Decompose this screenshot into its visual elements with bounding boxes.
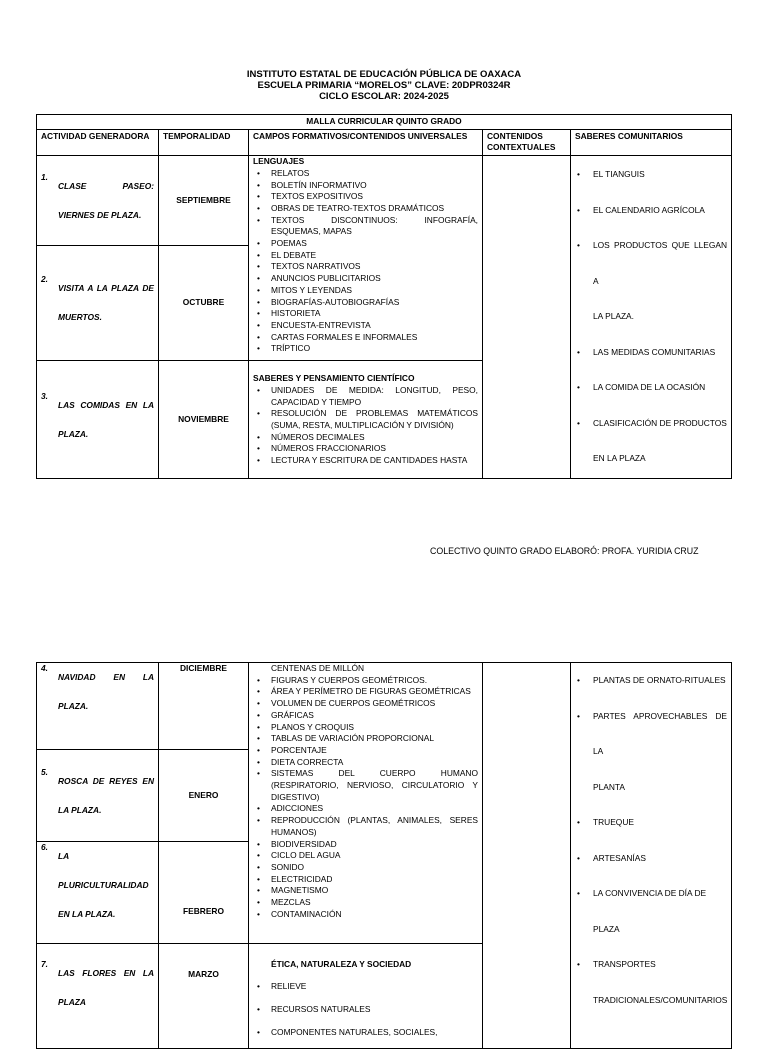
saberes-cont-list [253,675,478,921]
activity-3: 3.LAS COMIDAS EN LA PLAZA. [37,361,159,479]
list-item: PLANTA [593,781,625,792]
list-item: • DIETA CORRECTA [253,757,478,769]
lenguajes-cell [249,156,483,361]
list-item: • EL TIANGUIS [575,157,727,193]
list-item: • TEXTOS NARRATIVOS [253,261,478,273]
institute-title: INSTITUTO ESTATAL DE EDUCACIÓN PÚBLICA DE OAXACA [246,69,522,80]
etica-list [253,978,478,1041]
list-item: • RELATOS [253,168,478,180]
col-header-campos: CAMPOS FORMATIVOS/CONTENIDOS UNIVERSALES [249,129,483,155]
saberes-cont-cell [249,663,483,944]
list-item: • BOLETÍN INFORMATIVO [253,180,478,192]
contextuales-cell-2 [483,663,571,1049]
list-item: • LOS PRODUCTOS QUE LLEGAN A [575,228,727,299]
col-header-actividad: ACTIVIDAD GENERADORA [37,129,159,155]
list-item: • BIOGRAFÍAS-AUTOBIOGRAFÍAS [253,297,478,309]
list-item: • EL DEBATE [253,250,478,262]
month-1: SEPTIEMBRE [159,156,249,246]
list-item: • MAGNETISMO [253,885,478,897]
list-item: • PLANOS Y CROQUIS [253,722,478,734]
list-item: • VOLUMEN DE CUERPOS GEOMÉTRICOS [253,698,478,710]
month-2: OCTUBRE [159,246,249,361]
list-item: • LA CONVIVENCIA DE DÍA DE [575,876,727,912]
month-5: ENERO [159,750,249,842]
list-item: • ÁREA Y PERÍMETRO DE FIGURAS GEOMÉTRICAS [253,686,478,698]
col-header-comunitarios: SABERES COMUNITARIOS [571,129,732,155]
saberes-list [253,385,478,467]
activity-1: 1.CLASE PASEO: VIERNES DE PLAZA. [37,156,159,246]
month-3: NOVIEMBRE [159,361,249,479]
continuation-text: CENTENAS DE MILLÓN [271,663,365,673]
list-item: • MEZCLAS [253,897,478,909]
list-item: • PLANTAS DE ORNATO-RITUALES [575,663,727,699]
list-item: • CONTAMINACIÓN [253,909,478,921]
list-item: • TRUEQUE [575,805,727,841]
list-item: • LECTURA Y ESCRITURA DE CANTIDADES HASTA [253,455,478,467]
comunitarios-cell-1 [571,156,732,479]
activity-2: 2.VISITA A LA PLAZA DE MUERTOS. [37,246,159,361]
list-item: • NÚMEROS DECIMALES [253,432,478,444]
list-item: TRADICIONALES/COMUNITARIOS [593,994,728,1005]
comunitarios-cont-list [575,663,727,1018]
list-item: • RECURSOS NATURALES [253,1001,478,1018]
saberes-title: SABERES Y PENSAMIENTO CIENTÍFICO [253,373,415,384]
curriculum-table-page2 [36,662,732,1049]
month-6: FEBRERO [159,842,249,944]
list-item: • EL CALENDARIO AGRÍCOLA [575,193,727,229]
comunitarios-cell-2 [571,663,732,1049]
list-item: • LA COMIDA DE LA OCASIÓN [575,370,727,406]
list-item: • NÚMEROS FRACCIONARIOS [253,443,478,455]
month-4: DICIEMBRE [159,663,249,750]
saberes-cell [249,361,483,479]
list-item: • BIODIVERSIDAD [253,839,478,851]
list-item: • ARTESANÍAS [575,841,727,877]
list-item: • CARTAS FORMALES E INFORMALES [253,332,478,344]
list-item: • GRÁFICAS [253,710,478,722]
activity-7: 7.LAS FLORES EN LA PLAZA [37,944,159,1049]
curriculum-table-page1 [36,114,732,479]
list-item: • FIGURAS Y CUERPOS GEOMÉTRICOS. [253,675,478,687]
list-item: • ADICCIONES [253,803,478,815]
list-item: PLAZA [593,923,620,934]
list-item: • HISTORIETA [253,308,478,320]
list-item: • ELECTRICIDAD [253,874,478,886]
list-item: LA PLAZA. [593,311,634,322]
list-item: • COMPONENTES NATURALES, SOCIALES, [253,1024,478,1041]
activity-6: 6.LA PLURICULTURALIDAD EN LA PLAZA. [37,842,159,944]
list-item: • TRANSPORTES [575,947,727,983]
list-item: • OBRAS DE TEATRO-TEXTOS DRAMÁTICOS [253,203,478,215]
school-title: ESCUELA PRIMARIA “MORELOS” CLAVE: 20DPR0324R [257,80,511,91]
list-item: • UNIDADES DE MEDIDA: LONGITUD, PESO, CAPACIDAD Y TIEMPO [253,385,478,408]
list-item: • MITOS Y LEYENDAS [253,285,478,297]
list-item: • ENCUESTA-ENTREVISTA [253,320,478,332]
list-item: • SISTEMAS DEL CUERPO HUMANO (RESPIRATORIO, NERVIOSO, CIRCULATORIO Y DIGESTIVO) [253,768,478,803]
col-header-contextuales: CONTENIDOS CONTEXTUALES [483,129,571,155]
list-item: • TABLAS DE VARIACIÓN PROPORCIONAL [253,733,478,745]
etica-cell [249,944,483,1049]
list-item: • CLASIFICACIÓN DE PRODUCTOS [575,406,727,442]
col-header-temporalidad: TEMPORALIDAD [159,129,249,155]
list-item: • RESOLUCIÓN DE PROBLEMAS MATEMÁTICOS (SUMA, RESTA, MULTIPLICACIÓN Y DIVISIÓN) [253,408,478,431]
school-year: CICLO ESCOLAR: 2024-2025 [319,91,449,102]
list-item: • ANUNCIOS PUBLICITARIOS [253,273,478,285]
contextuales-cell-1 [483,156,571,479]
list-item: • PARTES APROVECHABLES DE LA [575,699,727,770]
activity-4: 4.NAVIDAD EN LA PLAZA. [37,663,159,750]
etica-title: ÉTICA, NATURALEZA Y SOCIEDAD [271,959,412,969]
table-caption: MALLA CURRICULAR QUINTO GRADO [37,115,732,130]
list-item: • TEXTOS EXPOSITIVOS [253,191,478,203]
activity-5: 5.ROSCA DE REYES EN LA PLAZA. [37,750,159,842]
month-7: MARZO [159,944,249,1049]
list-item: • SONIDO [253,862,478,874]
lenguajes-title: LENGUAJES [253,156,305,167]
list-item: • LAS MEDIDAS COMUNITARIAS [575,335,727,371]
list-item: • REPRODUCCIÓN (PLANTAS, ANIMALES, SERES HUMANOS) [253,815,478,838]
list-item: • POEMAS [253,238,478,250]
list-item: • TEXTOS DISCONTINUOS: INFOGRAFÍA, ESQUEMAS, MAPAS [253,215,478,238]
comunitarios-list [575,157,727,477]
elaboration-note: COLECTIVO QUINTO GRADO ELABORÓ: PROFA. YURIDIA CRUZ [430,546,699,556]
list-item: • TRÍPTICO [253,343,478,355]
list-item: • PORCENTAJE [253,745,478,757]
list-item: • RELIEVE [253,978,478,995]
list-item: • CICLO DEL AGUA [253,850,478,862]
lenguajes-list [253,168,478,355]
list-item: EN LA PLAZA [593,453,646,464]
